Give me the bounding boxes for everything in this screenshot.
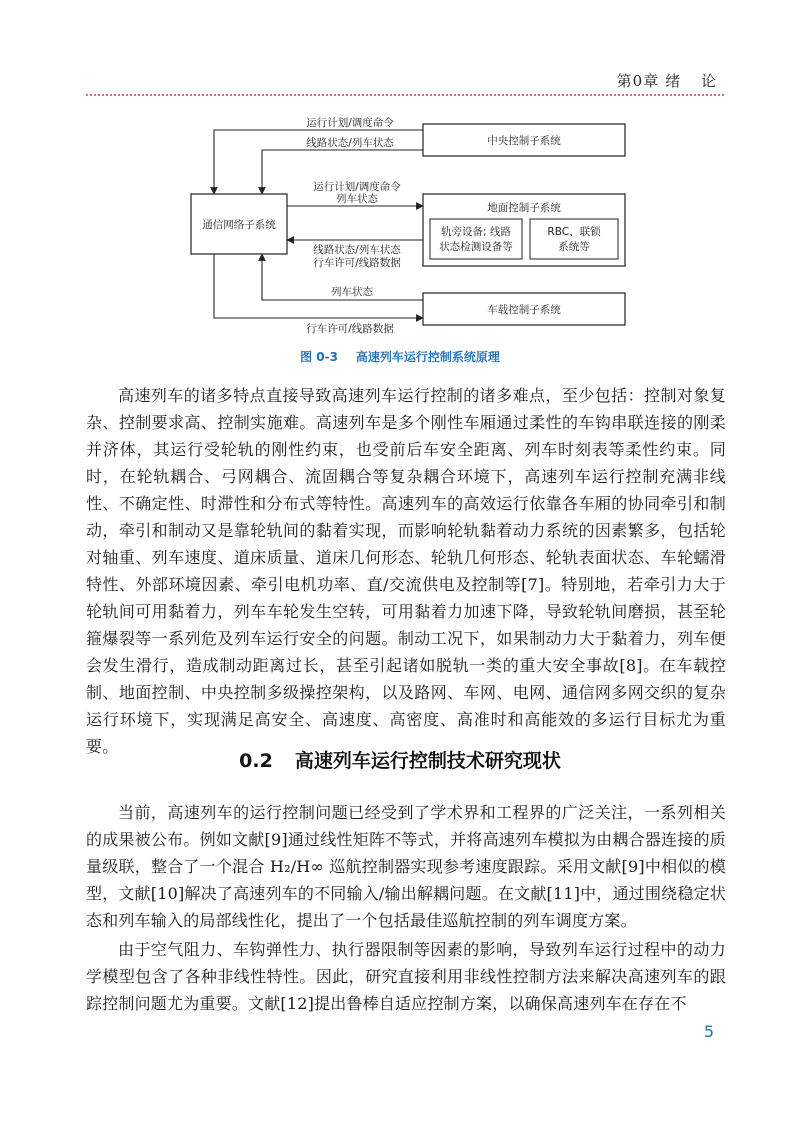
ground-rbc-box [530,219,618,259]
ground-trackside-label-1: 轨旁设备; 线路 [441,226,511,238]
figure-number: 图 0-3 [300,350,338,364]
figure-caption [0,348,800,365]
ground-rbc-label-1: RBC、联锁 [547,226,601,238]
ground-trackside-label-2: 状态检测设备等 [439,241,513,253]
ground-trackside-box [430,219,522,259]
paragraph-3: 由于空气阻力、车钩弹性力、执行器限制等因素的影响，导致列车运行过程中的动力学模型包含了各种非线性特性。因此，研究直接利用非线性控制方法来解决高速列车的跟踪控制问题尤为重要。文献[12]提出鲁棒自适应控制方案，以确保高速列车在存在不 [86,940,726,1013]
edge-ground-in-label-2: 行车许可/线路数据 [313,257,401,269]
edge-ground-out-label-1: 运行计划/调度命令 [313,181,401,193]
edge-onboard-in-label: 列车状态 [331,286,373,298]
edge-ground-in-label-1: 线路状态/列车状态 [313,244,401,256]
comm-subsystem-label: 通信网络子系统 [202,219,276,231]
paragraph-2: 当前，高速列车的运行控制问题已经受到了学术界和工程界的广泛关注，一系列相关的成果被公布。例如文献[9]通过线性矩阵不等式，并将高速列车模拟为由耦合器连接的质量级联，整合了一个混合 H₂/H∞ 巡航控制器实现参考速度跟踪。采用文献[9]中相似的模型，文献[10]解决了高速列车的不同输入/输出解耦问题。在文献[11]中，通过围绕稳定状态和列车输入的局部线性化，提出了一个包括最佳巡航控制的列车调度方案。 [86,803,726,930]
chapter-label: 第0章 [616,72,660,90]
section-title: 高速列车运行控制技术研究现状 [294,750,561,772]
edge-central-in-label: 线路状态/列车状态 [306,137,394,149]
edge-central-out-label: 运行计划/调度命令 [306,117,394,129]
paragraph-1: 高速列车的诸多特点直接导致高速列车运行控制的诸多难点，至少包括：控制对象复杂、控制要求高、控制实施难。高速列车是多个刚性车厢通过柔性的车钩串联连接的刚柔并济体，其运行受轮轨的刚性约束，也受前后车安全距离、列车时刻表等柔性约束。同时，在轮轨耦合、弓网耦合、流固耦合等复杂耦合环境下，高速列车运行控制充满非线性、不确定性、时滞性和分布式等特性。高速列车的高效运行依靠各车厢的协同牵引和制动，牵引和制动又是靠轮轨间的黏着实现，而影响轮轨黏着动力系统的因素繁多，包括轮对轴重、列车速度、道床质量、道床几何形态、轮轨几何形态、轮轨表面状态、车轮蠕滑特性、外部环境因素、牵引电机功率、直/交流供电及控制等[7]。特别地，若牵引力大于轮轨间可用黏着力，列车车轮发生空转，可用黏着力加速下降，导致轮轨间磨损，甚至轮箍爆裂等一系列危及列车运行安全的问题。制动工况下，如果制动力大于黏着力，列车便会发生滑行，造成制动距离过长，甚至引起诸如脱轨一类的重大安全事故[8]。在车载控制、地面控制、中央控制多级操控架构，以及路网、车网、电网、通信网多网交织的复杂运行环境下，实现满足高安全、高速度、高密度、高准时和高能效的多运行目标尤为重要。 [86,386,726,756]
ground-rbc-label-2: 系统等 [558,241,590,253]
page-number: 5 [703,1022,714,1041]
figure-title: 高速列车运行控制系统原理 [355,350,500,364]
chapter-title: 绪 论 [665,72,724,90]
edge-ground-out-label-2: 列车状态 [336,193,378,205]
section-number: 0.2 [239,750,273,772]
onboard-subsystem-label: 车载控制子系统 [487,304,561,316]
section-heading [0,746,800,773]
system-diagram [0,0,800,345]
edge-onboard-out-label: 行车许可/线路数据 [306,323,394,335]
central-subsystem-label: 中央控制子系统 [487,135,561,147]
ground-subsystem-label: 地面控制子系统 [487,202,561,214]
